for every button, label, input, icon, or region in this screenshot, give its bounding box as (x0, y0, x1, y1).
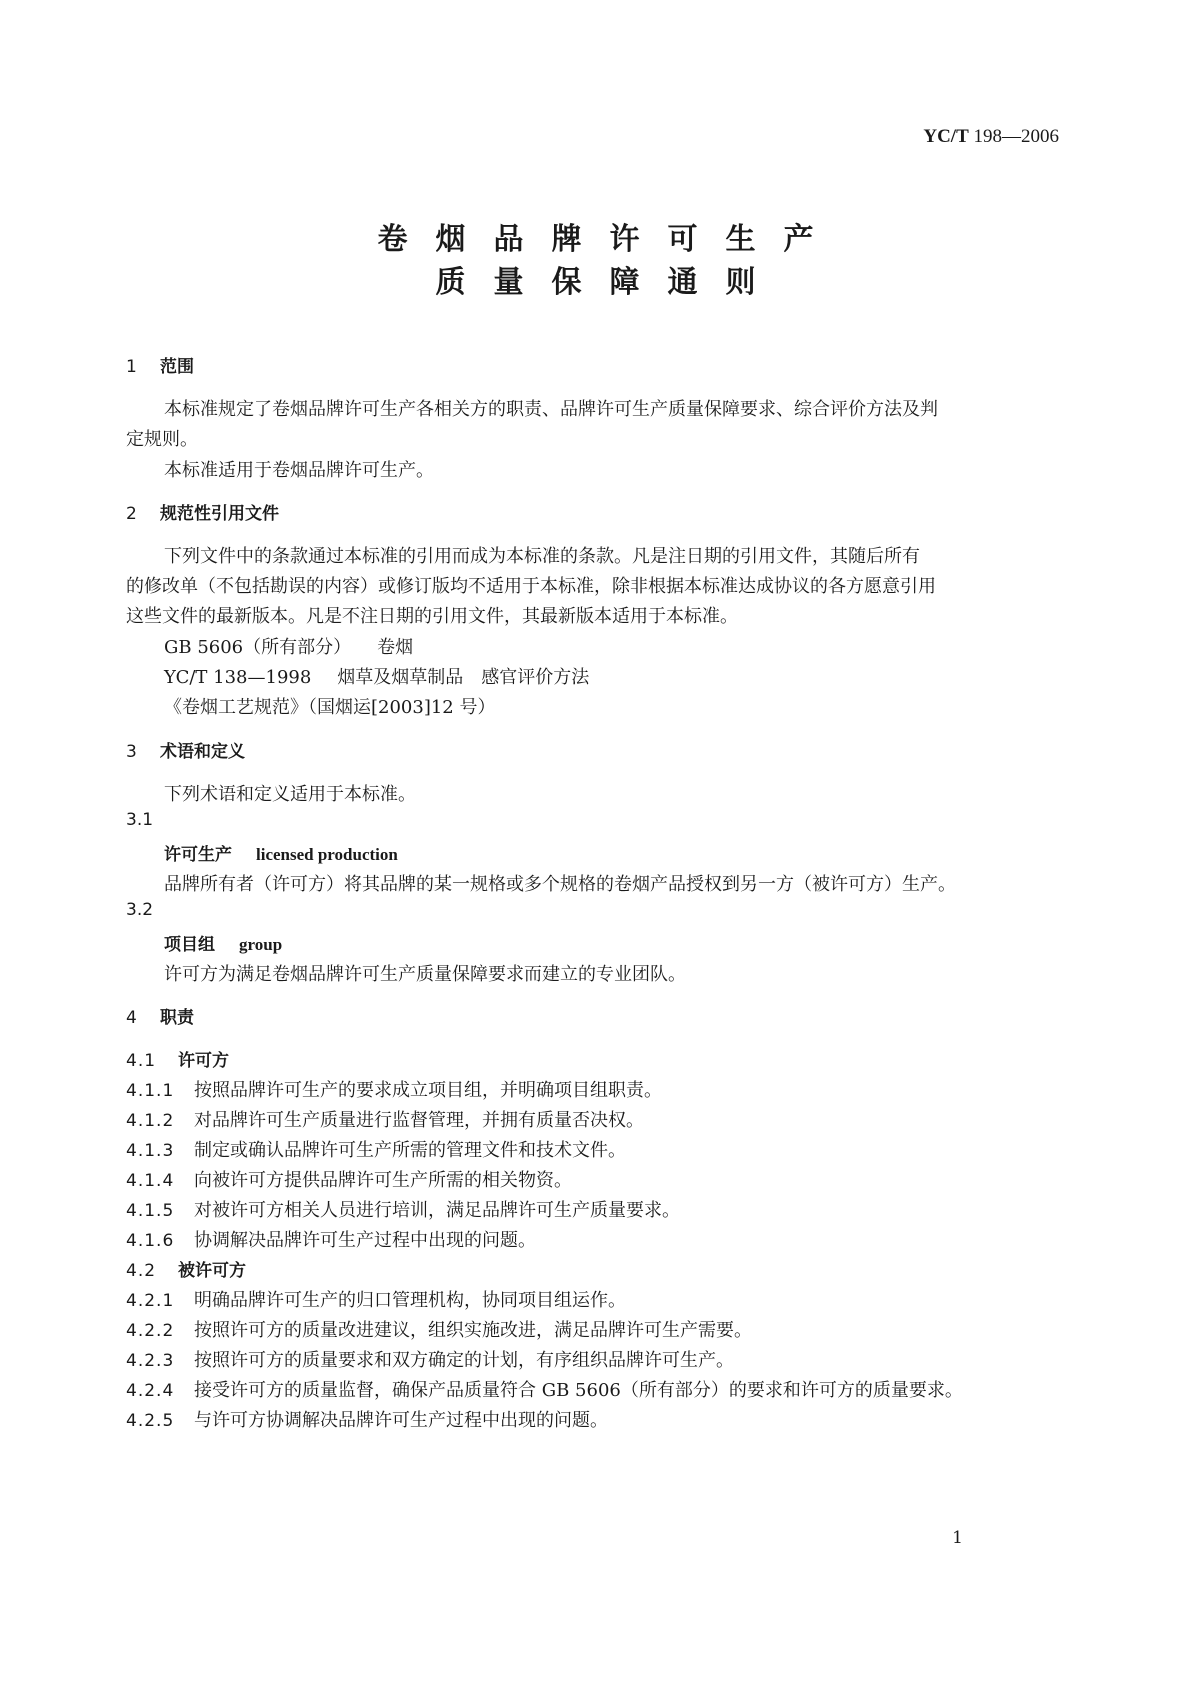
term-number: 3.2 (126, 900, 154, 920)
reference-item: GB 5606（所有部分） 卷烟 (164, 637, 414, 658)
term-heading: 许可生产 licensed production (164, 845, 398, 865)
clause-item: 4.1.2 对品牌许可生产质量进行监督管理，并拥有质量否决权。 (126, 1110, 644, 1131)
s2-para-line: 这些文件的最新版本。凡是不注日期的引用文件，其最新版本适用于本标准。 (126, 606, 738, 627)
title-line-1: 卷烟品牌许可生产 (377, 222, 842, 257)
s2-para-line: 的修改单（不包括勘误的内容）或修订版均不适用于本标准，除非根据本标准达成协议的各方愿意引用 (126, 576, 936, 597)
clause-item: 4.2.4 接受许可方的质量监督，确保产品质量符合 GB 5606（所有部分）的要求和许可方的质量要求。 (126, 1380, 963, 1401)
standard-code (923, 126, 1059, 148)
clause-item: 4.1.3 制定或确认品牌许可生产所需的管理文件和技术文件。 (126, 1140, 626, 1161)
s2-para-line: 下列文件中的条款通过本标准的引用而成为本标准的条款。凡是注日期的引用文件，其随后所有 (164, 546, 920, 567)
clause-item: 4.1.1 按照品牌许可生产的要求成立项目组，并明确项目组职责。 (126, 1080, 662, 1101)
clause-item: 4.2.3 按照许可方的质量要求和双方确定的计划，有序组织品牌许可生产。 (126, 1350, 734, 1371)
section-2-heading: 2 规范性引用文件 (126, 504, 279, 524)
clause-item: 4.1.5 对被许可方相关人员进行培训，满足品牌许可生产质量要求。 (126, 1200, 680, 1221)
term-heading: 项目组 group (164, 935, 283, 955)
section-4-heading: 4 职责 (126, 1008, 194, 1028)
section-1-heading: 1 范围 (126, 357, 194, 377)
clause-item: 4.1.6 协调解决品牌许可生产过程中出现的问题。 (126, 1230, 536, 1251)
subsection-4-1-heading: 4.1 许可方 (126, 1051, 229, 1071)
s1-para-line: 本标准规定了卷烟品牌许可生产各相关方的职责、品牌许可生产质量保障要求、综合评价方法及判 (164, 399, 938, 420)
s1-para-line: 本标准适用于卷烟品牌许可生产。 (164, 460, 434, 481)
subsection-4-2-heading: 4.2 被许可方 (126, 1261, 246, 1281)
title-line-2: 质量保障通则 (435, 265, 784, 300)
clause-item: 4.1.4 向被许可方提供品牌许可生产所需的相关物资。 (126, 1170, 572, 1191)
standard-number: 198—2006 (973, 126, 1059, 147)
term-definition: 品牌所有者（许可方）将其品牌的某一规格或多个规格的卷烟产品授权到另一方（被许可方）生产。 (164, 874, 956, 895)
section-3-heading: 3 术语和定义 (126, 742, 245, 762)
standard-prefix: YC/T (923, 126, 969, 147)
term-number: 3.1 (126, 810, 154, 830)
term-definition: 许可方为满足卷烟品牌许可生产质量保障要求而建立的专业团队。 (164, 964, 686, 985)
reference-item: 《卷烟工艺规范》（国烟运[2003]12 号） (164, 697, 496, 718)
clause-item: 4.2.2 按照许可方的质量改进建议，组织实施改进，满足品牌许可生产需要。 (126, 1320, 752, 1341)
clause-item: 4.2.1 明确品牌许可生产的归口管理机构，协同项目组运作。 (126, 1290, 626, 1311)
s1-para-line: 定规则。 (126, 429, 198, 450)
reference-item: YC/T 138—1998 烟草及烟草制品 感官评价方法 (164, 667, 590, 688)
clause-item: 4.2.5 与许可方协调解决品牌许可生产过程中出现的问题。 (126, 1410, 608, 1431)
s3-intro: 下列术语和定义适用于本标准。 (164, 784, 416, 805)
page-number: 1 (952, 1528, 963, 1548)
